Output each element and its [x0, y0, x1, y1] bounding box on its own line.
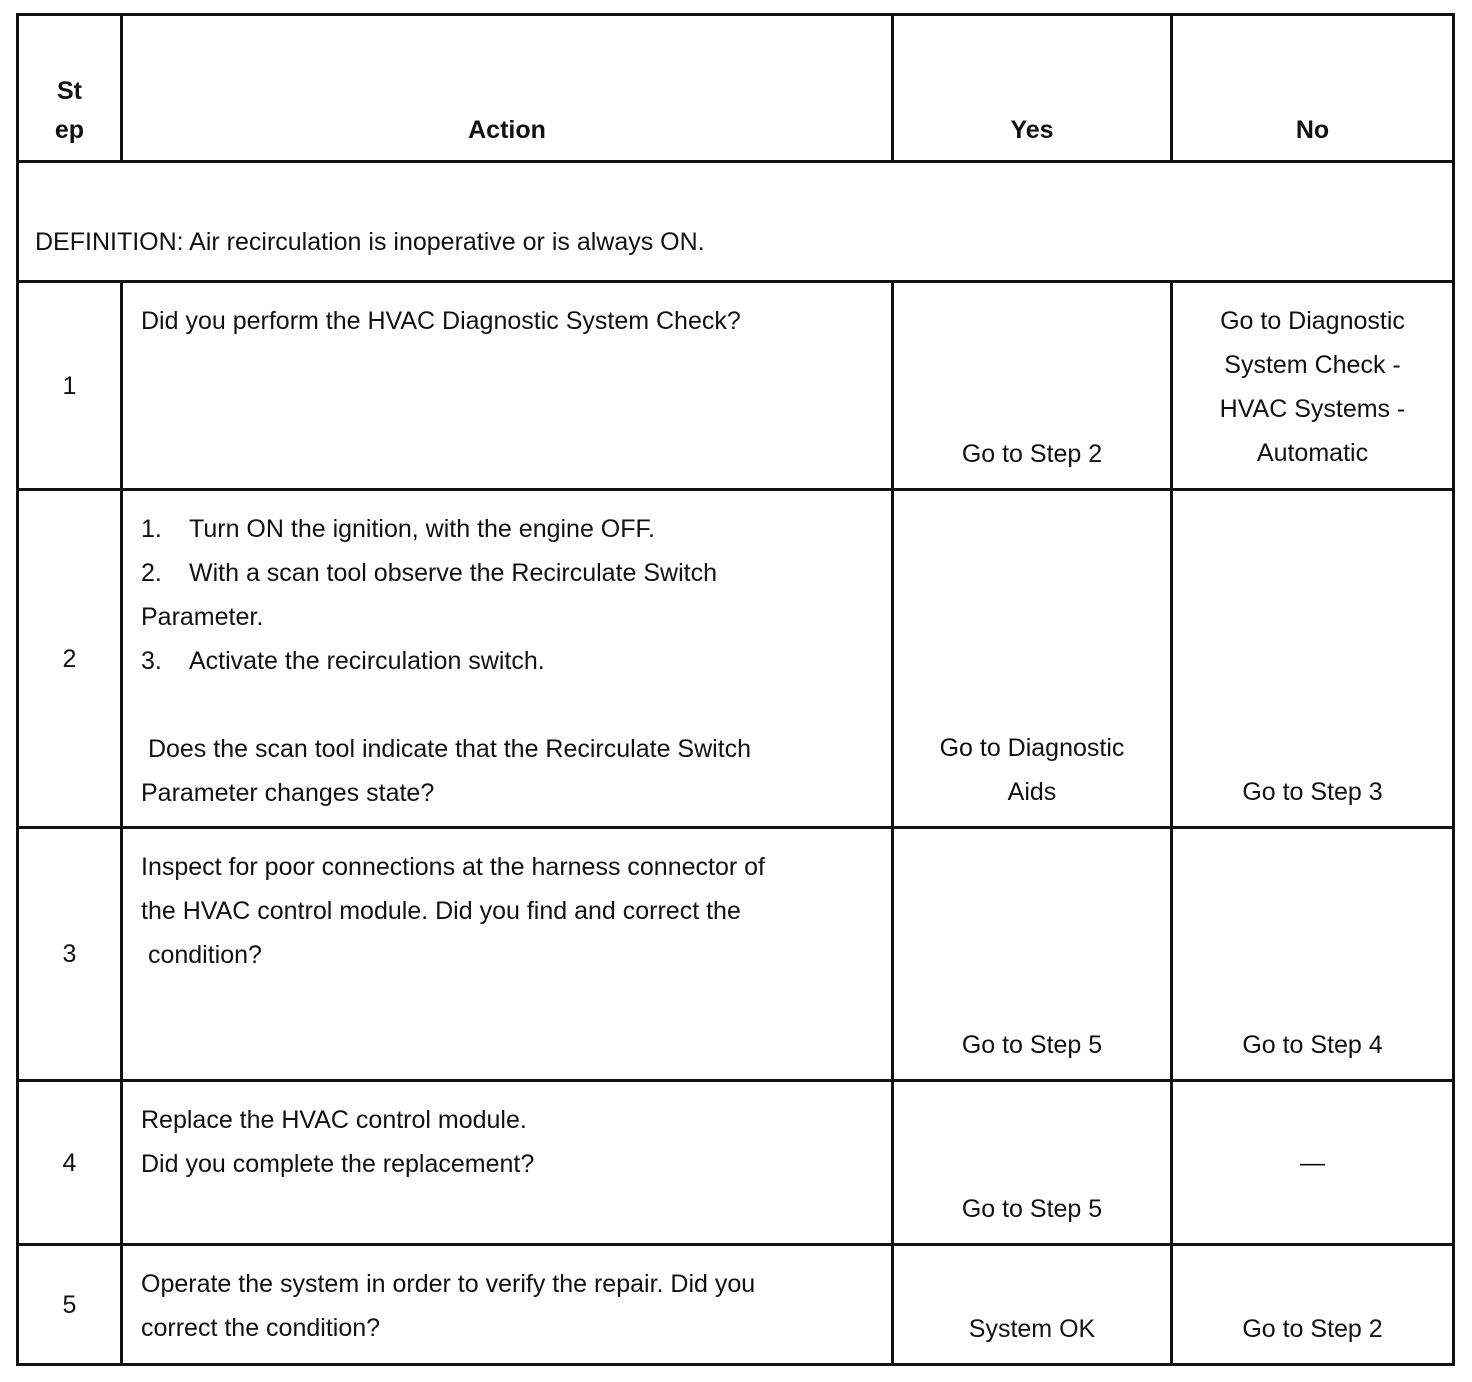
action-line: Replace the HVAC control module.: [141, 1106, 527, 1134]
action-line: condition?: [141, 941, 262, 969]
action-text: [122, 1081, 893, 1245]
header-no: No: [1172, 15, 1454, 162]
list-number: 3.: [141, 647, 162, 675]
list-text: Activate the recirculation switch.: [189, 647, 545, 675]
list-item: [141, 551, 879, 595]
table-row: [18, 1081, 1454, 1245]
yes-result: System OK: [893, 1245, 1172, 1365]
header-step-line2: ep: [54, 116, 85, 144]
spacer: [141, 683, 879, 727]
table-row: [18, 1245, 1454, 1365]
yes-result-line: Aids: [1007, 778, 1057, 806]
step-number: 4: [18, 1081, 122, 1245]
list-text: Turn ON the ignition, with the engine OFF.: [189, 515, 655, 543]
no-result: Go to Step 4: [1172, 828, 1454, 1081]
no-result: Go to Step 2: [1172, 1245, 1454, 1365]
action-line: Inspect for poor connections at the harness connector of: [141, 853, 765, 881]
no-result: Go to Step 3: [1172, 490, 1454, 828]
step-number: 5: [18, 1245, 122, 1365]
definition-text: DEFINITION: Air recirculation is inoperative or is always ON.: [18, 162, 1454, 282]
list-number: 1.: [141, 515, 162, 543]
action-line: the HVAC control module. Did you find and correct the: [141, 897, 741, 925]
step-number: 3: [18, 828, 122, 1081]
action-line: correct the condition?: [141, 1314, 381, 1342]
table-row: [18, 828, 1454, 1081]
yes-result: Go to Step 5: [893, 828, 1172, 1081]
question-line: Does the scan tool indicate that the Recirculate Switch: [141, 735, 752, 763]
table-row: [18, 282, 1454, 490]
step-number: 1: [18, 282, 122, 490]
list-number: 2.: [141, 559, 162, 587]
action-text: [122, 1245, 893, 1365]
header-step-line1: St: [57, 77, 82, 105]
definition-row: [18, 162, 1454, 282]
step-number: 2: [18, 490, 122, 828]
yes-result-line: Go to Diagnostic: [939, 734, 1125, 762]
no-result-line: HVAC Systems -: [1219, 395, 1406, 423]
table-row: [18, 490, 1454, 828]
action-line: Operate the system in order to verify the repair. Did you: [141, 1270, 756, 1298]
header-yes: Yes: [893, 15, 1172, 162]
action-text: Did you perform the HVAC Diagnostic System Check?: [122, 282, 893, 490]
yes-result: Go to Step 2: [893, 282, 1172, 490]
no-result-line: Automatic: [1256, 439, 1369, 467]
yes-result: [893, 490, 1172, 828]
yes-result: Go to Step 5: [893, 1081, 1172, 1245]
header-step: [18, 15, 122, 162]
no-result: —: [1172, 1081, 1454, 1245]
list-item: [141, 507, 879, 551]
no-result: [1172, 282, 1454, 490]
diagnostic-table: [16, 13, 1455, 1366]
list-item: [141, 639, 879, 683]
action-text: [122, 828, 893, 1081]
action-line: Did you complete the replacement?: [141, 1150, 535, 1178]
no-result-line: System Check -: [1224, 351, 1401, 379]
question-line: Parameter changes state?: [141, 779, 435, 807]
list-text: With a scan tool observe the Recirculate Switch: [189, 559, 718, 587]
no-result-line: Go to Diagnostic: [1220, 307, 1405, 335]
action-text: [122, 490, 893, 828]
header-action: Action: [122, 15, 893, 162]
list-item-continuation: Parameter.: [141, 603, 264, 631]
header-row: [18, 15, 1454, 162]
